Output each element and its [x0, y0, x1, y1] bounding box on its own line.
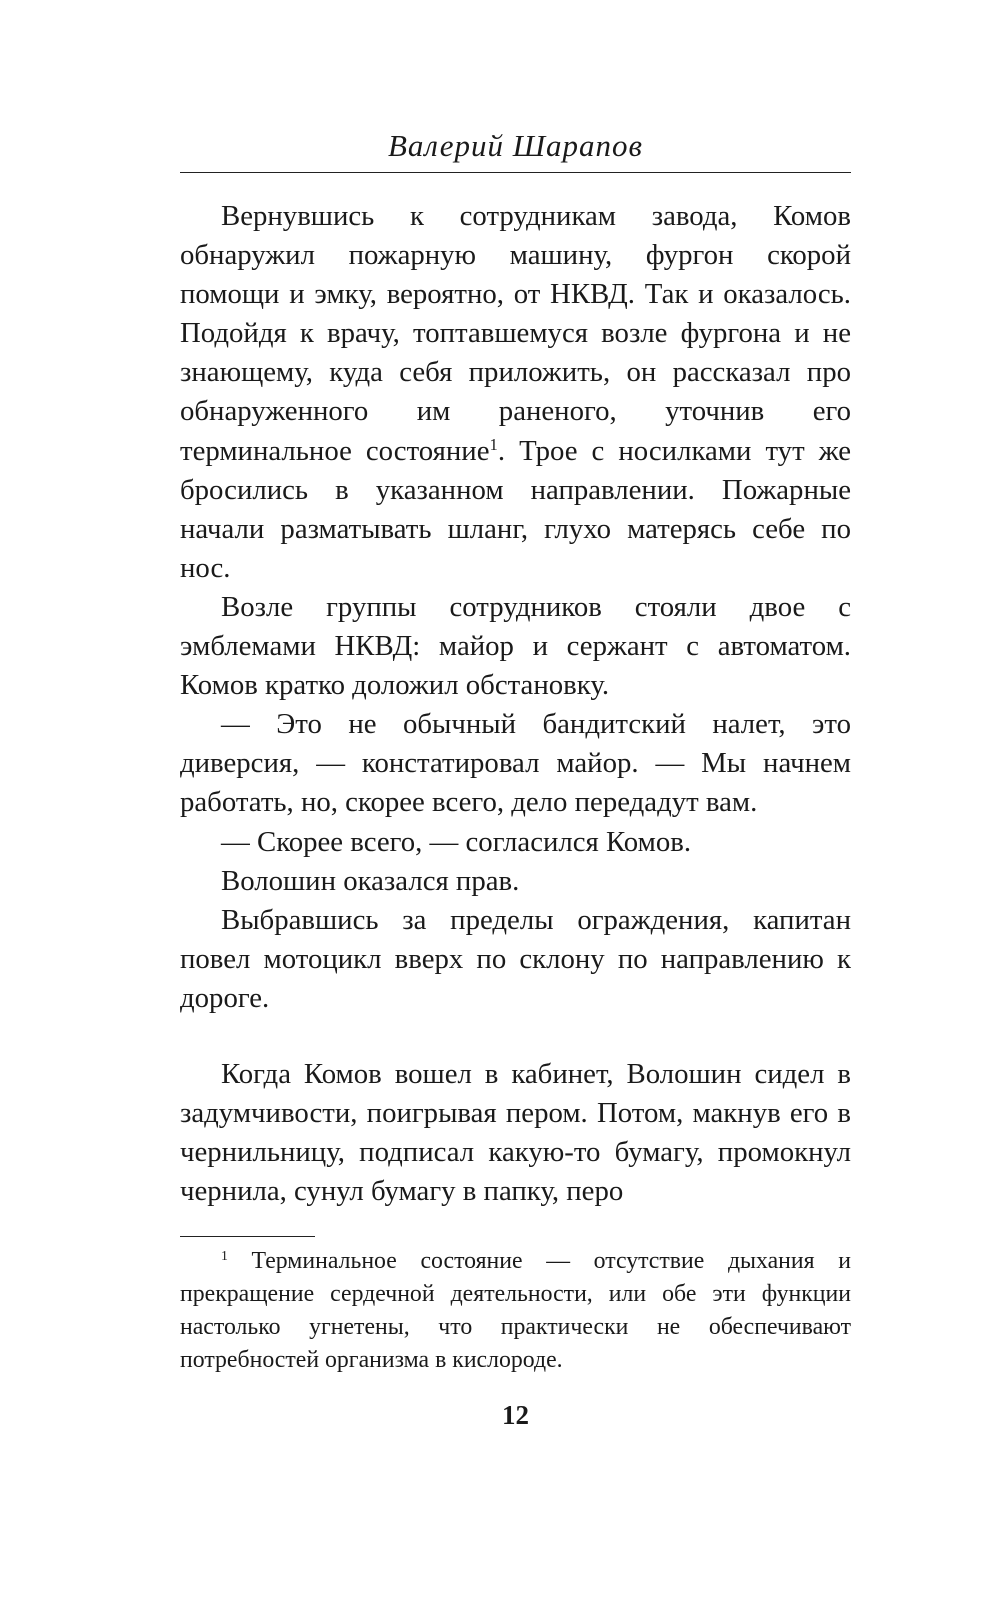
paragraph: Выбравшись за пределы ограждения, капитан повел мотоцикл вверх по склону по направлению к дороге.	[180, 903, 851, 1014]
footnote-reference: 1	[489, 435, 498, 455]
page-number: 12	[502, 1400, 529, 1430]
paragraph-text: . Трое с носилками тут же бросились в указанном направлении. Пожарные начали разматывать шланг, глухо матерясь себе по нос.	[180, 434, 851, 584]
main-text-block-after-break	[180, 1055, 851, 1211]
paragraph: Когда Комов вошел в кабинет, Волошин сидел в задумчивости, поигрывая пером. Потом, макнув его в чернильницу, подписал какую-то бумагу, промокнул чернила, сунул бумагу в папку, перо	[180, 1058, 851, 1208]
paragraph-text: Вернувшись к сотрудникам завода, Комов обнаружил пожарную машину, фургон скорой помощи и эмку, вероятно, от НКВД. Так и оказалось. Подойдя к врачу, топтавшемуся возле фургона и не знающему, куда себя приложить, он рассказал про обнаруженного им раненого, уточнив его терминальное состояние	[180, 200, 851, 467]
main-text-block	[180, 197, 851, 1018]
paragraph: Возле группы сотрудников стояли двое с эмблемами НКВД: майор и сержант с автоматом. Комов кратко доложил обстановку.	[180, 590, 851, 702]
dialogue-paragraph: — Скорее всего, — согласился Комов.	[221, 825, 692, 858]
footnote-divider	[180, 1236, 315, 1237]
paragraph: Волошин оказался прав.	[221, 864, 520, 897]
footnote	[180, 1245, 851, 1377]
paragraph	[180, 197, 851, 588]
running-header-author: Валерий Шарапов	[387, 128, 644, 163]
footnote-text: Терминальное состояние — отсутствие дыхания и прекращение сердечной деятельности, или обе эти функции настолько угнетены, что практически не обеспечивают потребностей организма в кислороде.	[180, 1248, 851, 1373]
footnote-paragraph	[180, 1245, 851, 1377]
dialogue-paragraph: — Это не обычный бандитский налет, это диверсия, — констатировал майор. — Мы начнем работать, но, скорее всего, дело передадут вам.	[180, 708, 851, 819]
header-divider	[180, 172, 851, 173]
footnote-marker: 1	[221, 1248, 228, 1264]
